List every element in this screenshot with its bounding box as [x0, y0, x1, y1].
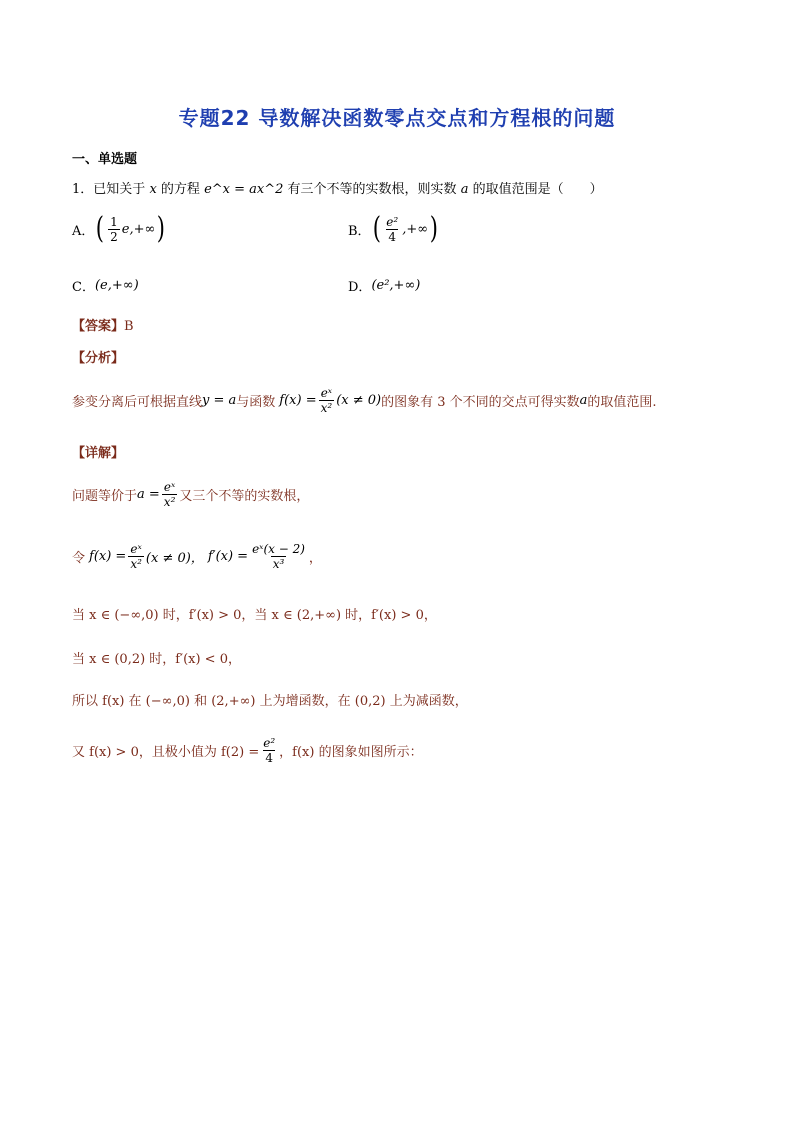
answer-line [72, 315, 134, 334]
fraction [250, 542, 307, 571]
detail-line-4: 当 x ∈ (0,2) 时，f′(x) < 0， [72, 652, 241, 667]
option-label: A． [72, 223, 95, 239]
option-c [72, 276, 139, 295]
section-heading: 一、单选题 [72, 152, 138, 167]
numerator: eˣ [163, 480, 176, 494]
detail-line-3: 当 x ∈ (−∞,0) 时，f′(x) > 0，当 x ∈ (2,+∞) 时，f′(x) > 0， [72, 608, 437, 623]
option-a [72, 211, 167, 246]
detail-fragment: 又三个不等的实数根， [179, 489, 310, 504]
numerator: eˣ [320, 386, 333, 400]
math-line-eq: y = a [202, 393, 237, 408]
answer-tag: 【答案】 [72, 319, 125, 334]
detail-tag: 【详解】 [72, 446, 125, 461]
numerator: 1 [110, 214, 118, 229]
analysis-tag-line [72, 347, 124, 366]
equation: e^x = ax^2 [204, 182, 284, 197]
analysis-text [72, 386, 657, 415]
denominator: 4 [388, 229, 397, 244]
fraction [108, 215, 120, 244]
numerator: eˣ(x − 2) [252, 542, 305, 556]
detail-fragment: 又 f(x) > 0，且极小值为 f(2) = [72, 745, 260, 760]
denominator: 4 [265, 751, 274, 765]
math-var: a [579, 393, 588, 408]
math-var: a [460, 182, 469, 197]
detail-fragment: 令 [72, 551, 86, 566]
numerator: e² [263, 736, 276, 750]
detail-line-6 [72, 736, 423, 765]
denominator: x³ [272, 557, 285, 571]
math-lhs: a = [137, 487, 160, 502]
option-rest: ,+∞ [402, 221, 429, 237]
detail-tag-line [72, 442, 124, 461]
question-number: 1． [72, 182, 94, 197]
fraction [319, 386, 335, 415]
math-func: f(x) = [89, 549, 127, 564]
math-cond: (x ≠ 0)， [145, 551, 204, 566]
paren: ( [96, 211, 105, 246]
option-b [348, 211, 440, 246]
analysis-fragment: 与函数 [236, 395, 276, 410]
page-title: 专题22 导数解决函数零点交点和方程根的问题 [178, 106, 616, 130]
detail-line-1 [72, 480, 309, 509]
analysis-tag: 【分析】 [72, 351, 125, 366]
paren: ) [157, 211, 166, 246]
question-fragment: 的取值范围是（ ） [472, 182, 603, 197]
detail-fragment: ， [308, 551, 322, 566]
math-derivative: f′(x) = [207, 549, 249, 564]
answer-value: B [124, 319, 134, 334]
analysis-fragment: 的图象有 3 个不同的交点可得实数 [381, 395, 580, 410]
option-d [348, 276, 420, 295]
question-fragment: 有三个不等的实数根，则实数 [287, 182, 457, 197]
numerator: e² [386, 214, 399, 229]
denominator: x² [163, 495, 176, 509]
option-rest: e,+∞ [121, 221, 156, 237]
option-label: D． [348, 280, 372, 295]
option-label: C． [72, 280, 95, 295]
detail-fragment: 问题等价于 [72, 489, 138, 504]
fraction [384, 215, 400, 244]
analysis-fragment: 的取值范围. [587, 395, 657, 410]
paren: ) [429, 211, 439, 246]
question-fragment: 已知关于 [93, 182, 146, 197]
detail-line-5: 所以 f(x) 在 (−∞,0) 和 (2,+∞) 上为增函数，在 (0,2) 上为减函数， [72, 694, 468, 709]
fraction [261, 736, 277, 765]
numerator: eˣ [130, 542, 142, 556]
option-label: B． [348, 223, 371, 239]
math-func: f(x) = [279, 393, 317, 408]
denominator: x² [130, 557, 142, 571]
option-content: (e,+∞) [94, 278, 139, 293]
paren: ( [372, 211, 381, 246]
math-cond: (x ≠ 0) [336, 393, 382, 408]
option-content: (e²,+∞) [371, 278, 421, 293]
detail-line-2 [72, 542, 322, 571]
fraction [128, 542, 144, 571]
fraction [162, 480, 178, 509]
denominator: x² [320, 401, 333, 415]
denominator: 2 [110, 229, 118, 244]
question-fragment: 的方程 [160, 182, 200, 197]
math-var: x [149, 182, 157, 197]
question-text [72, 178, 603, 197]
analysis-fragment: 参变分离后可根据直线 [72, 395, 203, 410]
detail-fragment: ，f(x) 的图象如图所示： [279, 745, 423, 760]
